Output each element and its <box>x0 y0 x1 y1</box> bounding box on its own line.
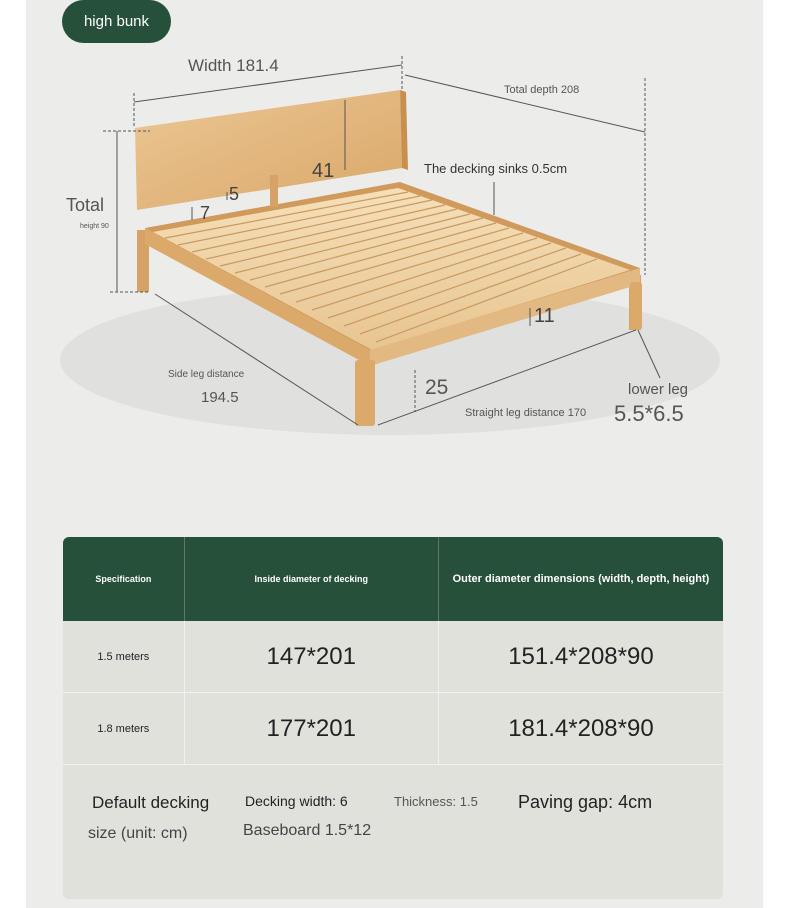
slat-height-label: 11 <box>534 305 555 327</box>
front-left-leg <box>355 360 375 426</box>
row-outer: 151.4*208*90 <box>508 642 654 670</box>
total-sub-label: height 90 <box>80 223 109 230</box>
side-leg-label: Side leg distance <box>168 369 245 380</box>
row-inside: 147*201 <box>185 621 439 692</box>
clearance-label: 25 <box>425 376 449 399</box>
depth-label: Total depth 208 <box>504 84 580 96</box>
row-inside: 177*201 <box>185 693 439 764</box>
headboard-post <box>270 175 278 207</box>
side-leg-value: 194.5 <box>201 389 239 406</box>
row-spec: 1.8 meters <box>63 693 185 764</box>
decking-width-label: Decking width: 6 <box>245 793 348 809</box>
high-bunk-badge: high bunk <box>62 0 171 43</box>
width-label: Width 181.4 <box>188 56 279 75</box>
decking-sink-label: The decking sinks 0.5cm <box>424 161 568 176</box>
baseboard-label: Baseboard 1.5*12 <box>243 822 372 839</box>
size-unit-label: size (unit: cm) <box>88 825 188 842</box>
headboard-height-label: 41 <box>312 160 335 182</box>
thickness-label: Thickness: 1.5 <box>394 794 478 809</box>
header-outer-dimensions: Outer diameter dimensions (width, depth, height) <box>452 573 710 585</box>
row-outer: 181.4*208*90 <box>508 714 654 742</box>
table-row <box>63 693 723 765</box>
table-header <box>63 537 723 621</box>
front-right-leg <box>630 282 642 330</box>
straight-leg-label: Straight leg distance 170 <box>465 407 587 419</box>
gap-label-7: 7 <box>200 203 211 223</box>
row-spec: 1.5 meters <box>63 621 185 692</box>
lower-leg-label: lower leg <box>628 381 689 398</box>
table-footer <box>63 765 723 899</box>
gap-label-5: 5 <box>229 184 240 204</box>
paving-gap-label: Paving gap: 4cm <box>518 792 653 812</box>
total-label: Total <box>66 195 105 215</box>
spec-table <box>63 537 723 899</box>
header-inside-diameter: Inside diameter of decking <box>185 537 439 621</box>
header-specification: Specification <box>63 537 185 621</box>
table-row <box>63 621 723 693</box>
lower-leg-value: 5.5*6.5 <box>614 401 684 426</box>
default-decking-label: Default decking <box>92 793 210 812</box>
